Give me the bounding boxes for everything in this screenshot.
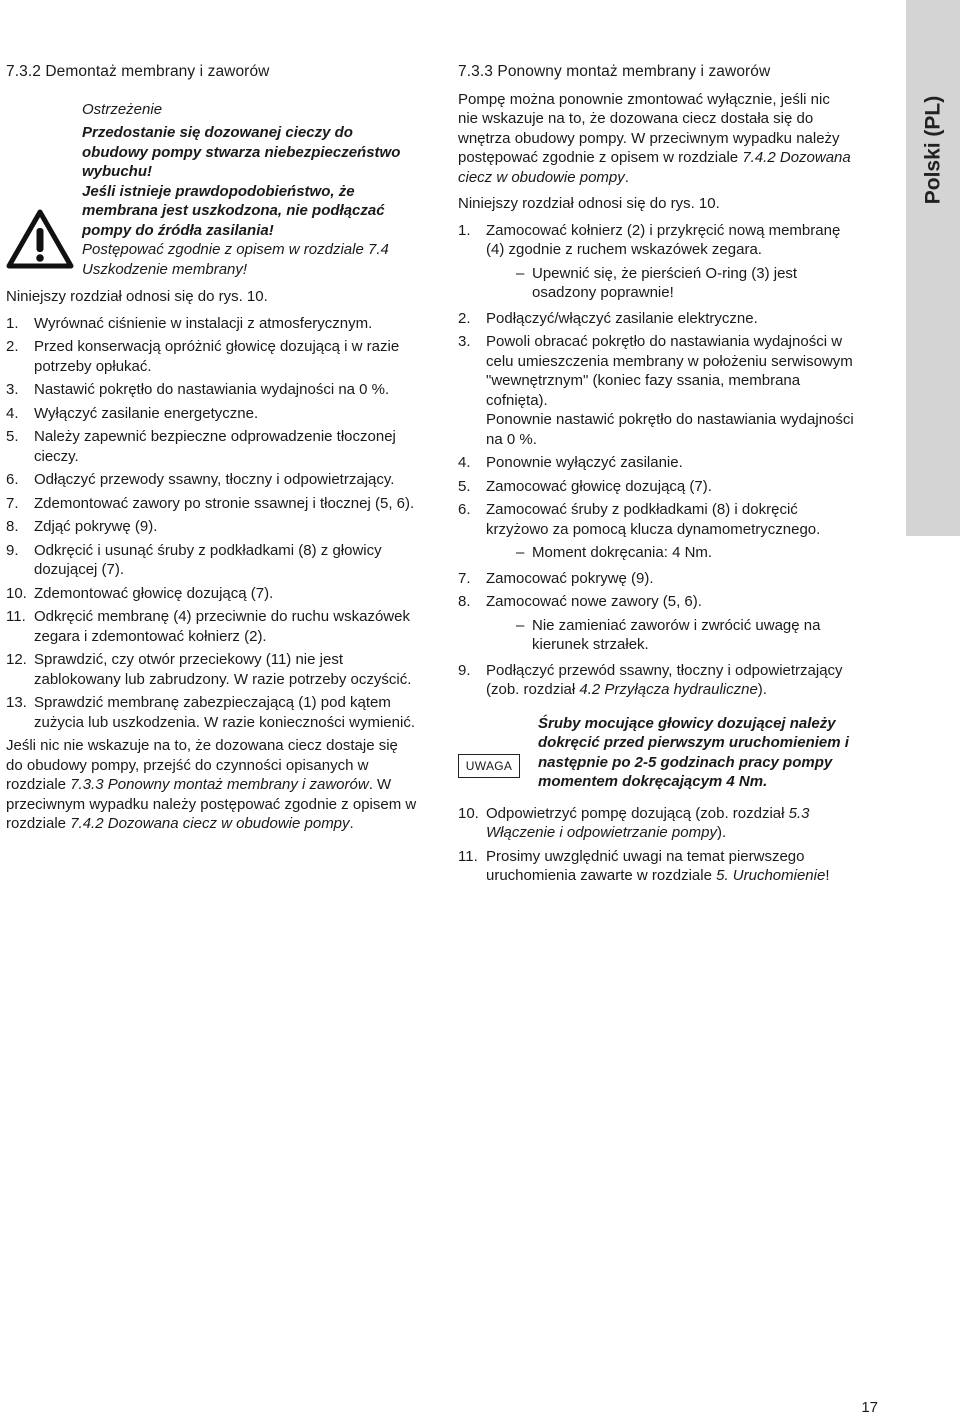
step-number: 4.: [458, 454, 471, 471]
step-number: 7.: [458, 569, 471, 587]
right-intro-ref: 7.4.2 Dozowana ciecz w obudowie pompy: [458, 149, 851, 186]
list-item: [458, 592, 854, 655]
step-text: Odpowietrzyć pompę dozującą (zob. rozdział: [486, 804, 789, 822]
warning-title: Ostrzeżenie: [82, 100, 163, 118]
closing-text-b: . W przeciwnym wypadku należy postępować zgodnie z opisem w rozdziale: [6, 776, 417, 832]
closing-ref-1: 7.3.3 Ponowny montaż membrany i zaworów: [70, 776, 369, 793]
section-heading-7-3-2: 7.3.2 Demontaż membrany i zaworów: [6, 63, 270, 80]
list-item: [6, 607, 418, 646]
step-ref: 5. Uruchomienie: [716, 867, 826, 884]
dash-icon: –: [516, 544, 525, 561]
step-number: 3.: [458, 333, 471, 350]
right-intro-2: Niniejszy rozdział odnosi się do rys. 10.: [458, 195, 720, 212]
step-text: Odłączyć przewody ssawny, tłoczny i odpowietrzający.: [34, 471, 395, 488]
step-text: Sprawdzić membranę zabezpieczającą (1) pod kątem zużycia lub uszkodzenia. W razie konieczności wymienić.: [34, 694, 415, 731]
step-number: 12.: [6, 651, 27, 668]
left-column: [6, 62, 418, 841]
dash-icon: –: [516, 616, 525, 634]
note-block: [458, 714, 854, 792]
step-text: Ponownie wyłączyć zasilanie.: [486, 454, 683, 471]
list-item: [458, 221, 854, 303]
step-text: Prosimy uwzględnić uwagi na temat pierwszego uruchomienia zawarte w rozdziale: [486, 847, 805, 884]
step-text-end: !: [825, 867, 830, 884]
closing-text-c: .: [349, 815, 354, 832]
assembly-steps-continued: [458, 804, 854, 886]
language-side-tab: [906, 0, 960, 536]
step-text: Powoli obracać pokrętło do nastawiania wydajności w celu umieszczenia membrany w położeniu serwisowym "wewnętrznym" (koniec fazy ssania, membrana cofnięta).: [486, 333, 853, 409]
step-text: Podłączyć przewód ssawny, tłoczny i odpowietrzający (zob. rozdział: [486, 661, 843, 698]
left-closing: [6, 736, 418, 834]
list-item: [458, 332, 854, 449]
warning-line-1: Przedostanie się dozowanej cieczy do obudowy pompy stwarza niebezpieczeństwo wybuchu!: [82, 124, 401, 180]
step-number: 3.: [6, 381, 19, 398]
sub-item: [486, 543, 854, 563]
assembly-steps: [458, 221, 854, 700]
list-item: [458, 309, 854, 329]
step-number: 1.: [6, 314, 19, 332]
step-text: Należy zapewnić bezpieczne odprowadzenie tłoczonej cieczy.: [34, 428, 396, 465]
step-number: 11.: [458, 847, 478, 865]
list-item: [6, 380, 418, 400]
list-item: [6, 584, 418, 604]
step-number: 10.: [458, 804, 479, 822]
list-item: [458, 500, 854, 563]
step-text: Odkręcić i usunąć śruby z podkładkami (8) z głowicy dozującej (7).: [34, 541, 382, 578]
warning-block: [6, 100, 418, 280]
step-number: 11.: [6, 608, 26, 625]
list-item: [6, 693, 418, 732]
step-ref: 4.2 Przyłącza hydrauliczne: [579, 681, 758, 698]
step-number: 10.: [6, 584, 27, 602]
step-text: Wyrównać ciśnienie w instalacji z atmosferycznym.: [34, 314, 373, 332]
sub-item-text: Moment dokręcania: 4 Nm.: [532, 544, 713, 561]
step-text: Zamocować śruby z podkładkami (8) i dokręcić krzyżowo za pomocą klucza dynamometrycznego.: [486, 501, 821, 538]
step-number: 7.: [6, 494, 19, 512]
list-item: [6, 427, 418, 466]
closing-ref-2: 7.4.2 Dozowana ciecz w obudowie pompy: [70, 815, 350, 832]
list-item: [6, 650, 418, 689]
step-text: Zdjąć pokrywę (9).: [34, 518, 158, 535]
step-text: Zamocować kołnierz (2) i przykręcić nową membranę (4) zgodnie z ruchem wskazówek zegara.: [486, 221, 841, 258]
sub-item-text: Upewnić się, że pierścień O-ring (3) jest osadzony poprawnie!: [532, 264, 798, 301]
step-number: 5.: [6, 428, 19, 445]
step-text: Nastawić pokrętło do nastawiania wydajności na 0 %.: [34, 381, 390, 398]
left-intro: Niniejszy rozdział odnosi się do rys. 10.: [6, 288, 268, 305]
list-item: [6, 470, 418, 490]
step-number: 4.: [6, 404, 19, 422]
right-intro-text: Pompę można ponownie zmontować wyłącznie, jeśli nic nie wskazuje na to, że dozowana ciecz dostała się do wnętrza obudowy pompy. W przeciwnym wypadku należy postępować zgodnie z opisem w rozdziale: [458, 90, 840, 166]
step-number: 5.: [458, 477, 471, 495]
list-item: [458, 569, 854, 589]
warning-text: [82, 100, 418, 280]
step-text: Podłączyć/włączyć zasilanie elektryczne.: [486, 309, 758, 327]
step-text: Zamocować głowicę dozującą (7).: [486, 477, 712, 495]
list-item: [6, 541, 418, 580]
right-intro: [458, 90, 854, 188]
step-text: Wyłączyć zasilanie energetyczne.: [34, 404, 259, 422]
list-item: [6, 494, 418, 514]
step-number: 9.: [6, 541, 19, 559]
closing-text-a: Jeśli nic nie wskazuje na to, że dozowana ciecz dostaje się do obudowy pompy, przejść do czynności opisanych w rozdziale: [6, 737, 398, 793]
list-item: [6, 517, 418, 537]
section-heading-7-3-3: 7.3.3 Ponowny montaż membrany i zaworów: [458, 63, 771, 80]
step-text-end: ).: [757, 681, 767, 698]
step-number: 2.: [6, 338, 19, 355]
list-item: [6, 314, 418, 334]
step-text: Zamocować pokrywę (9).: [486, 569, 654, 587]
step-number: 13.: [6, 694, 27, 711]
page-number: 17: [861, 1399, 878, 1416]
list-item: [6, 404, 418, 424]
step-text: Przed konserwacją opróżnić głowicę dozującą i w razie potrzeby opłukać.: [34, 338, 400, 375]
step-number: 1.: [458, 221, 471, 239]
dash-icon: –: [516, 264, 525, 282]
step-ref: 5.3 Włączenie i odpowietrzanie pompy: [486, 804, 810, 841]
warning-line-2: Jeśli istnieje prawdopodobieństwo, że membrana jest uszkodzona, nie podłączać pompy do źródła zasilania!: [82, 182, 385, 239]
step-number: 6.: [6, 471, 19, 488]
list-item: [458, 804, 854, 843]
warning-line-3: Postępować zgodnie z opisem w rozdziale 7.4 Uszkodzenie membrany!: [82, 241, 389, 278]
sub-item-text: Nie zamieniać zaworów i zwrócić uwagę na kierunek strzałek.: [532, 616, 821, 653]
disassembly-steps: [6, 314, 418, 733]
step-number: 2.: [458, 309, 471, 327]
sub-item: [486, 616, 854, 655]
note-label: UWAGA: [458, 754, 520, 778]
list-item: [458, 477, 854, 497]
list-item: [458, 661, 854, 700]
step-number: 6.: [458, 501, 471, 518]
step-text-end: ).: [716, 824, 727, 841]
list-item: [6, 337, 418, 376]
right-intro-end: .: [624, 168, 629, 186]
list-item: [458, 847, 854, 886]
step-number: 9.: [458, 661, 471, 679]
step-text-2: Ponownie nastawić pokrętło do nastawiania wydajności na 0 %.: [486, 411, 854, 448]
sub-item: [486, 264, 854, 303]
step-text: Zdemontować głowicę dozującą (7).: [34, 584, 274, 602]
step-text: Odkręcić membranę (4) przeciwnie do ruchu wskazówek zegara i zdemontować kołnierz (2).: [34, 608, 410, 645]
step-text: Zdemontować zawory po stronie ssawnej i tłocznej (5, 6).: [34, 494, 415, 512]
step-number: 8.: [458, 593, 471, 610]
warning-triangle-icon: [6, 208, 74, 270]
step-text: Sprawdzić, czy otwór przeciekowy (11) nie jest zablokowany lub zabrudzony. W razie potrzeby oczyścić.: [34, 651, 412, 688]
step-text: Zamocować nowe zawory (5, 6).: [486, 593, 702, 610]
note-text: Śruby mocujące głowicy dozującej należy dokręcić przed pierwszym uruchomieniem i następnie po 2-5 godzinach pracy pompy momentem dokręcającym 4 Nm.: [538, 714, 849, 790]
right-column: [458, 62, 854, 890]
step-number: 8.: [6, 518, 19, 535]
language-label: Polski (PL): [921, 95, 945, 205]
list-item: [458, 453, 854, 473]
